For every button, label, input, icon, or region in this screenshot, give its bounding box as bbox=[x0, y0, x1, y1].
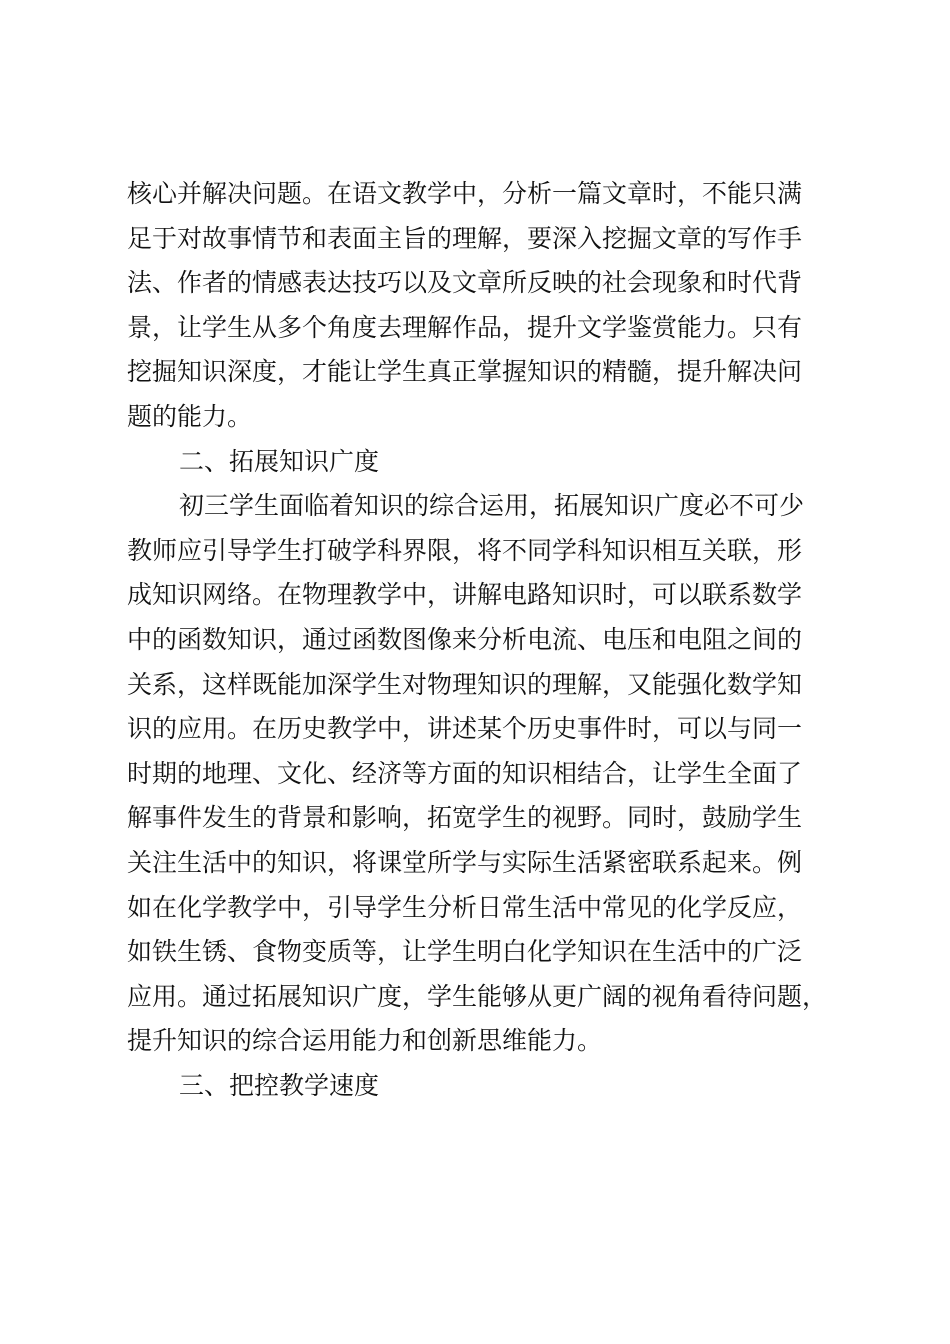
text-line: 关注生活中的知识，将课堂所学与实际生活紧密联系起来。例 bbox=[127, 847, 803, 877]
text-line: 时期的地理、文化、经济等方面的知识相结合，让学生全面了 bbox=[127, 758, 803, 788]
text-line: 提升知识的综合运用能力和创新思维能力。 bbox=[127, 1026, 603, 1056]
section-heading-breadth: 二、拓展知识广度 bbox=[179, 446, 380, 476]
document-body bbox=[127, 172, 857, 1108]
section-heading-pace: 三、把控教学速度 bbox=[179, 1070, 380, 1100]
text-line: 关系，这样既能加深学生对物理知识的理解，又能强化数学知 bbox=[127, 669, 803, 699]
text-line: 如铁生锈、食物变质等，让学生明白化学知识在生活中的广泛 bbox=[127, 937, 803, 967]
text-line: 初三学生面临着知识的综合运用，拓展知识广度必不可少 bbox=[179, 491, 805, 521]
text-line: 中的函数知识，通过函数图像来分析电流、电压和电阻之间的 bbox=[127, 624, 803, 654]
paragraph-breadth bbox=[127, 484, 857, 1064]
paragraph-depth-summary bbox=[127, 172, 857, 440]
text-line: 成知识网络。在物理教学中，讲解电路知识时，可以联系数学 bbox=[127, 580, 803, 610]
text-line: 如在化学教学中，引导学生分析日常生活中常见的化学反应， bbox=[127, 892, 803, 922]
text-line: 教师应引导学生打破学科界限，将不同学科知识相互关联，形 bbox=[127, 535, 803, 565]
text-line: 应用。通过拓展知识广度，学生能够从更广阔的视角看待问题， bbox=[127, 981, 828, 1011]
text-line: 解事件发生的背景和影响，拓宽学生的视野。同时，鼓励学生 bbox=[127, 803, 803, 833]
text-line: 足于对故事情节和表面主旨的理解，要深入挖掘文章的写作手 bbox=[127, 223, 803, 253]
text-line: 景，让学生从多个角度去理解作品，提升文学鉴赏能力。只有 bbox=[127, 312, 803, 342]
text-line: 识的应用。在历史教学中，讲述某个历史事件时，可以与同一 bbox=[127, 714, 803, 744]
text-line: 核心并解决问题。在语文教学中，分析一篇文章时，不能只满 bbox=[127, 179, 803, 208]
text-line: 挖掘知识深度，才能让学生真正掌握知识的精髓，提升解决问 bbox=[127, 357, 803, 387]
text-line: 法、作者的情感表达技巧以及文章所反映的社会现象和时代背 bbox=[127, 268, 803, 298]
text-line: 题的能力。 bbox=[127, 401, 253, 431]
